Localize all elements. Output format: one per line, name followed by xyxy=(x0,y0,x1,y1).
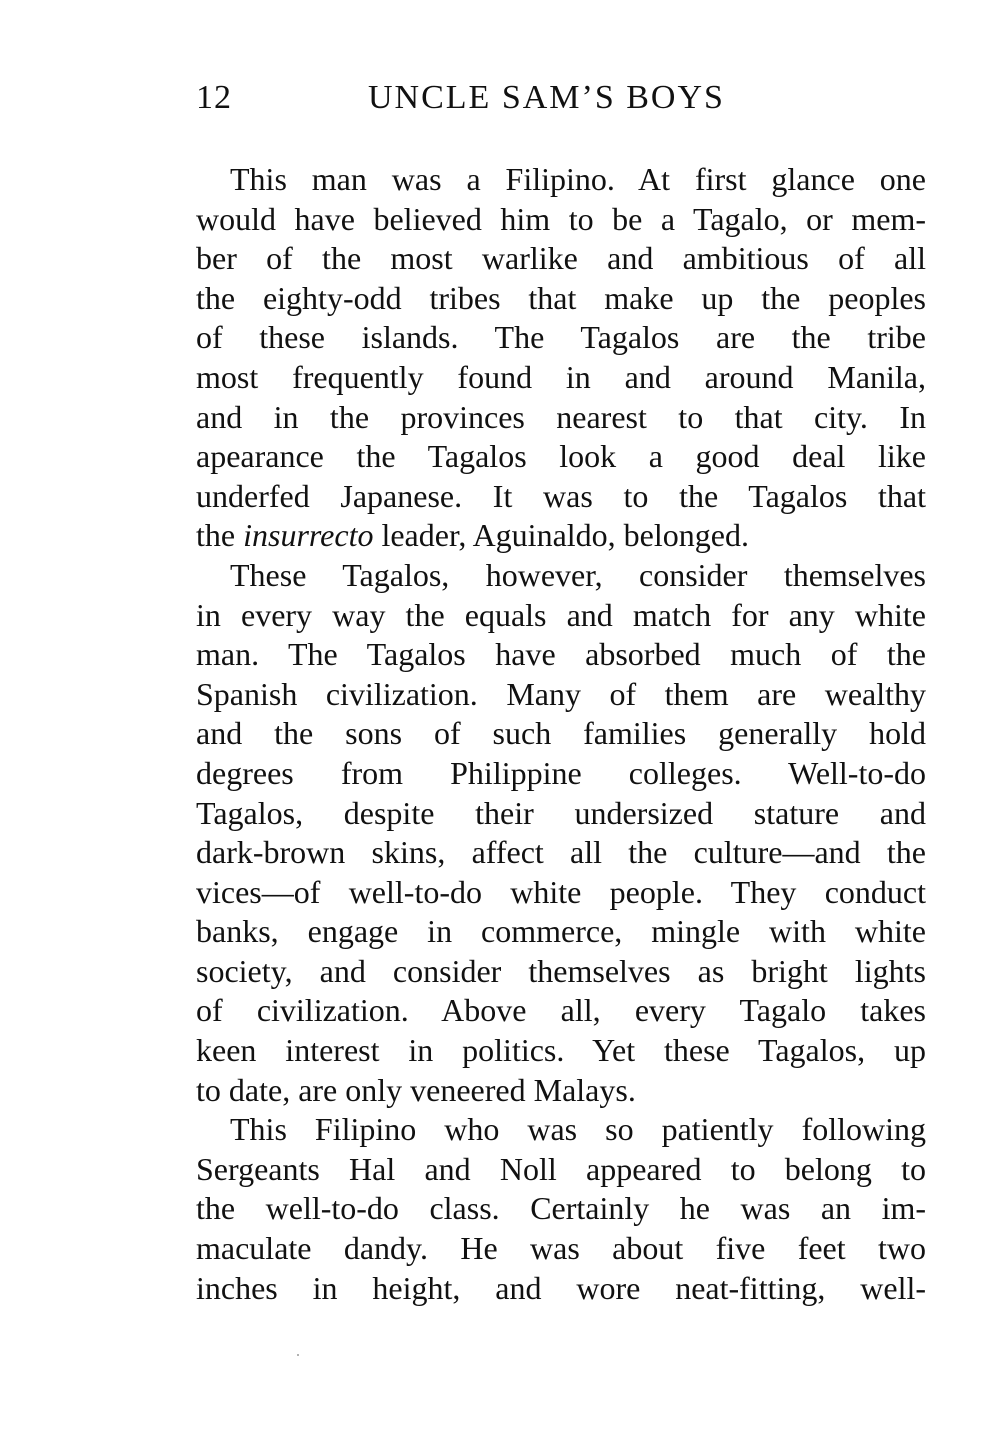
text-line: the well-to-do class. Certainly he was an im- xyxy=(196,1190,926,1227)
text-line: of these islands. The Tagalos are the tribe xyxy=(196,319,926,356)
text-line: most frequently found in and around Manila, xyxy=(196,358,926,395)
text-line: keen interest in politics. Yet these Tagalos, up xyxy=(196,1032,926,1069)
text-line: maculate dandy. He was about five feet two xyxy=(196,1230,926,1267)
text-line: of civilization. Above all, every Tagalo takes xyxy=(196,992,926,1029)
text-fragment: leader, Aguinaldo, belonged. xyxy=(373,517,749,554)
text-line: These Tagalos, however, consider themselves xyxy=(230,556,926,593)
text-line: This Filipino who was so patiently following xyxy=(230,1111,926,1148)
text-line xyxy=(196,516,926,556)
text-line: underfed Japanese. It was to the Tagalos that xyxy=(196,477,926,514)
text-line: degrees from Philippine colleges. Well-to-do xyxy=(196,754,926,791)
text-fragment: the xyxy=(196,517,244,554)
text-line: and in the provinces nearest to that city. In xyxy=(196,398,926,435)
running-head xyxy=(196,78,926,118)
text-line: dark-brown skins, affect all the culture—and the xyxy=(196,834,926,871)
text-line: Tagalos, despite their undersized stature and xyxy=(196,794,926,831)
text-line: Spanish civilization. Many of them are wealthy xyxy=(196,675,926,712)
body-text xyxy=(196,160,926,1308)
text-line: in every way the equals and match for any white xyxy=(196,596,926,633)
text-line: would have believed him to be a Tagalo, or mem- xyxy=(196,200,926,237)
text-line: vices—of well-to-do white people. They conduct xyxy=(196,873,926,910)
text-line: ber of the most warlike and ambitious of all xyxy=(196,240,926,277)
text-line: and the sons of such families generally hold xyxy=(196,715,926,752)
text-line: man. The Tagalos have absorbed much of the xyxy=(196,636,926,673)
text-line: inches in height, and wore neat-fitting, well- xyxy=(196,1269,926,1306)
text-line: Sergeants Hal and Noll appeared to belong to xyxy=(196,1150,926,1187)
text-line: banks, engage in commerce, mingle with white xyxy=(196,913,926,950)
running-head-title: UNCLE SAM’S BOYS xyxy=(368,79,725,116)
text-line: to date, are only veneered Malays. xyxy=(196,1071,636,1108)
text-line: society, and consider themselves as bright lights xyxy=(196,952,926,989)
text-line: the eighty-odd tribes that make up the peoples xyxy=(196,279,926,316)
scan-speck xyxy=(297,1354,299,1356)
text-line: apearance the Tagalos look a good deal like xyxy=(196,438,926,475)
text-line: This man was a Filipino. At first glance one xyxy=(230,161,926,197)
italic-word: insurrecto xyxy=(243,517,374,554)
page-number: 12 xyxy=(196,79,232,116)
